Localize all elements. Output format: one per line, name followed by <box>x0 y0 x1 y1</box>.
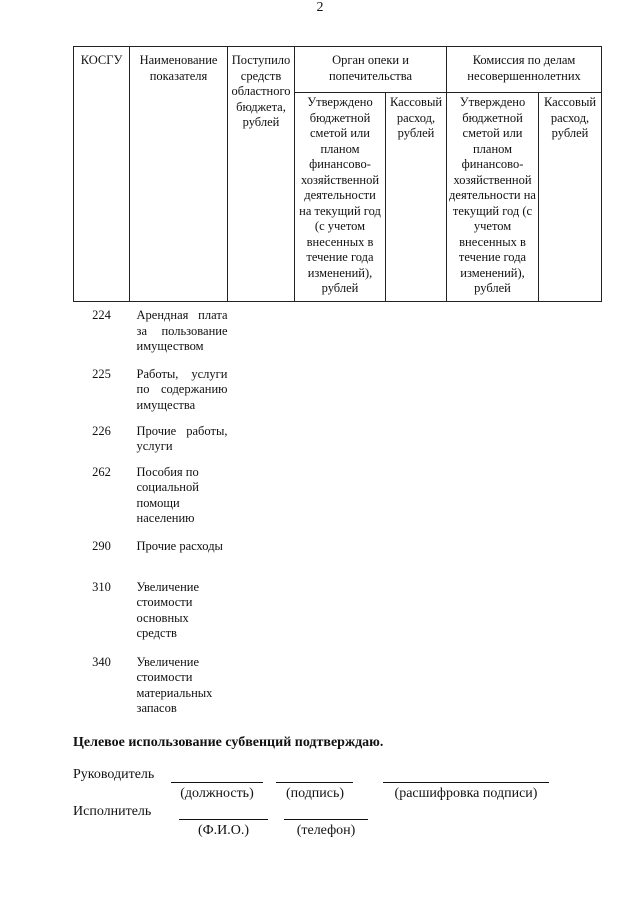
row-name: Работы, услуги по содержанию имущества <box>136 366 228 412</box>
header-kosgu: КОСГУ <box>74 47 130 302</box>
phone-caption: (телефон) <box>296 823 356 838</box>
head-label: Руководитель <box>73 767 155 782</box>
table-row <box>74 459 602 533</box>
header-guardianship: Орган опеки и попечительства <box>295 47 447 93</box>
table-row <box>74 649 602 717</box>
header-guardianship-approved: Утверждено бюджетной сметой или планом финансово-хозяйственной деятельности на текущий год (с учетом внесенных в течение года изменений), рублей <box>295 93 386 302</box>
header-guardianship-cash: Кассовый расход, рублей <box>386 93 447 302</box>
row-name: Увеличение стоимости основных средств <box>136 579 200 640</box>
row-name: Увеличение стоимости материальных запасов <box>136 654 213 715</box>
position-line[interactable] <box>171 782 263 783</box>
fio-line[interactable] <box>179 819 268 820</box>
signature-caption: (подпись) <box>285 786 345 801</box>
decoding-line[interactable] <box>383 782 549 783</box>
header-indicator: Наименование показателя <box>130 47 228 302</box>
row-code: 310 <box>92 579 111 594</box>
row-code: 226 <box>92 423 111 438</box>
row-name: Прочие работы, услуги <box>136 423 228 453</box>
row-code: 290 <box>92 538 111 553</box>
header-commission-approved: Утверждено бюджетной сметой или планом финансово-хозяйственной деятельности на текущий год (с учетом внесенных в течение года изменений), рублей <box>447 93 539 302</box>
table-row <box>74 361 602 418</box>
position-caption: (должность) <box>180 786 254 801</box>
executor-label: Исполнитель <box>73 804 152 819</box>
header-received: Поступило средств областного бюджета, рублей <box>228 47 295 302</box>
table-row <box>74 533 602 574</box>
confirmation-heading: Целевое использование субвенций подтверждаю. <box>73 735 384 750</box>
row-code: 225 <box>92 366 111 381</box>
row-name: Арендная плата за пользование имуществом <box>136 308 228 353</box>
row-name: Прочие расходы <box>136 538 223 553</box>
phone-line[interactable] <box>284 819 368 820</box>
table-row <box>74 302 602 361</box>
page-number: 2 <box>316 0 324 15</box>
row-code: 262 <box>92 464 111 479</box>
fio-caption: (Ф.И.О.) <box>197 823 250 838</box>
row-code: 224 <box>92 308 111 322</box>
signature-line[interactable] <box>276 782 353 783</box>
table-row <box>74 574 602 649</box>
row-code: 340 <box>92 654 111 669</box>
table-row <box>74 418 602 459</box>
row-name: Пособия по социальной помощи населению <box>136 464 199 525</box>
decoding-caption: (расшифровка подписи) <box>394 786 538 801</box>
header-commission-cash: Кассовый расход, рублей <box>539 93 602 302</box>
header-commission: Комиссия по делам несовершеннолетних <box>447 47 602 93</box>
report-table <box>73 46 602 717</box>
